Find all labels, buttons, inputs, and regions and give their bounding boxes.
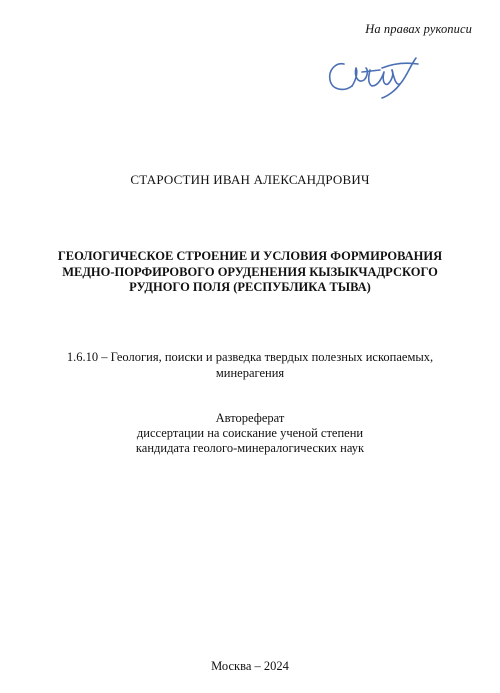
specialty — [20, 350, 480, 381]
specialty-line: 1.6.10 – Геология, поиски и разведка твердых полезных ископаемых, — [66, 350, 434, 364]
title-line: МЕДНО-ПОРФИРОВОГО ОРУДЕНЕНИЯ КЫЗЫКЧАДРСКОГО — [62, 264, 438, 279]
abstract-line: диссертации на соискание ученой степени — [136, 426, 364, 440]
abstract-line: кандидата геолого-минералогических наук — [135, 441, 365, 455]
place-year: Москва – 2024 — [211, 659, 289, 673]
author-name: СТАРОСТИН ИВАН АЛЕКСАНДРОВИЧ — [130, 172, 370, 187]
specialty-line: минерагения — [215, 365, 285, 380]
abstract-description — [20, 411, 480, 456]
title-line: ГЕОЛОГИЧЕСКОЕ СТРОЕНИЕ И УСЛОВИЯ ФОРМИРОВАНИЯ — [57, 249, 443, 263]
abstract-line: Автореферат — [215, 411, 285, 425]
title-line: РУДНОГО ПОЛЯ (РЕСПУБЛИКА ТЫВА) — [129, 280, 371, 294]
dissertation-title — [20, 249, 480, 296]
rights-note: На правах рукописи — [365, 22, 472, 36]
signature-image — [322, 50, 422, 102]
